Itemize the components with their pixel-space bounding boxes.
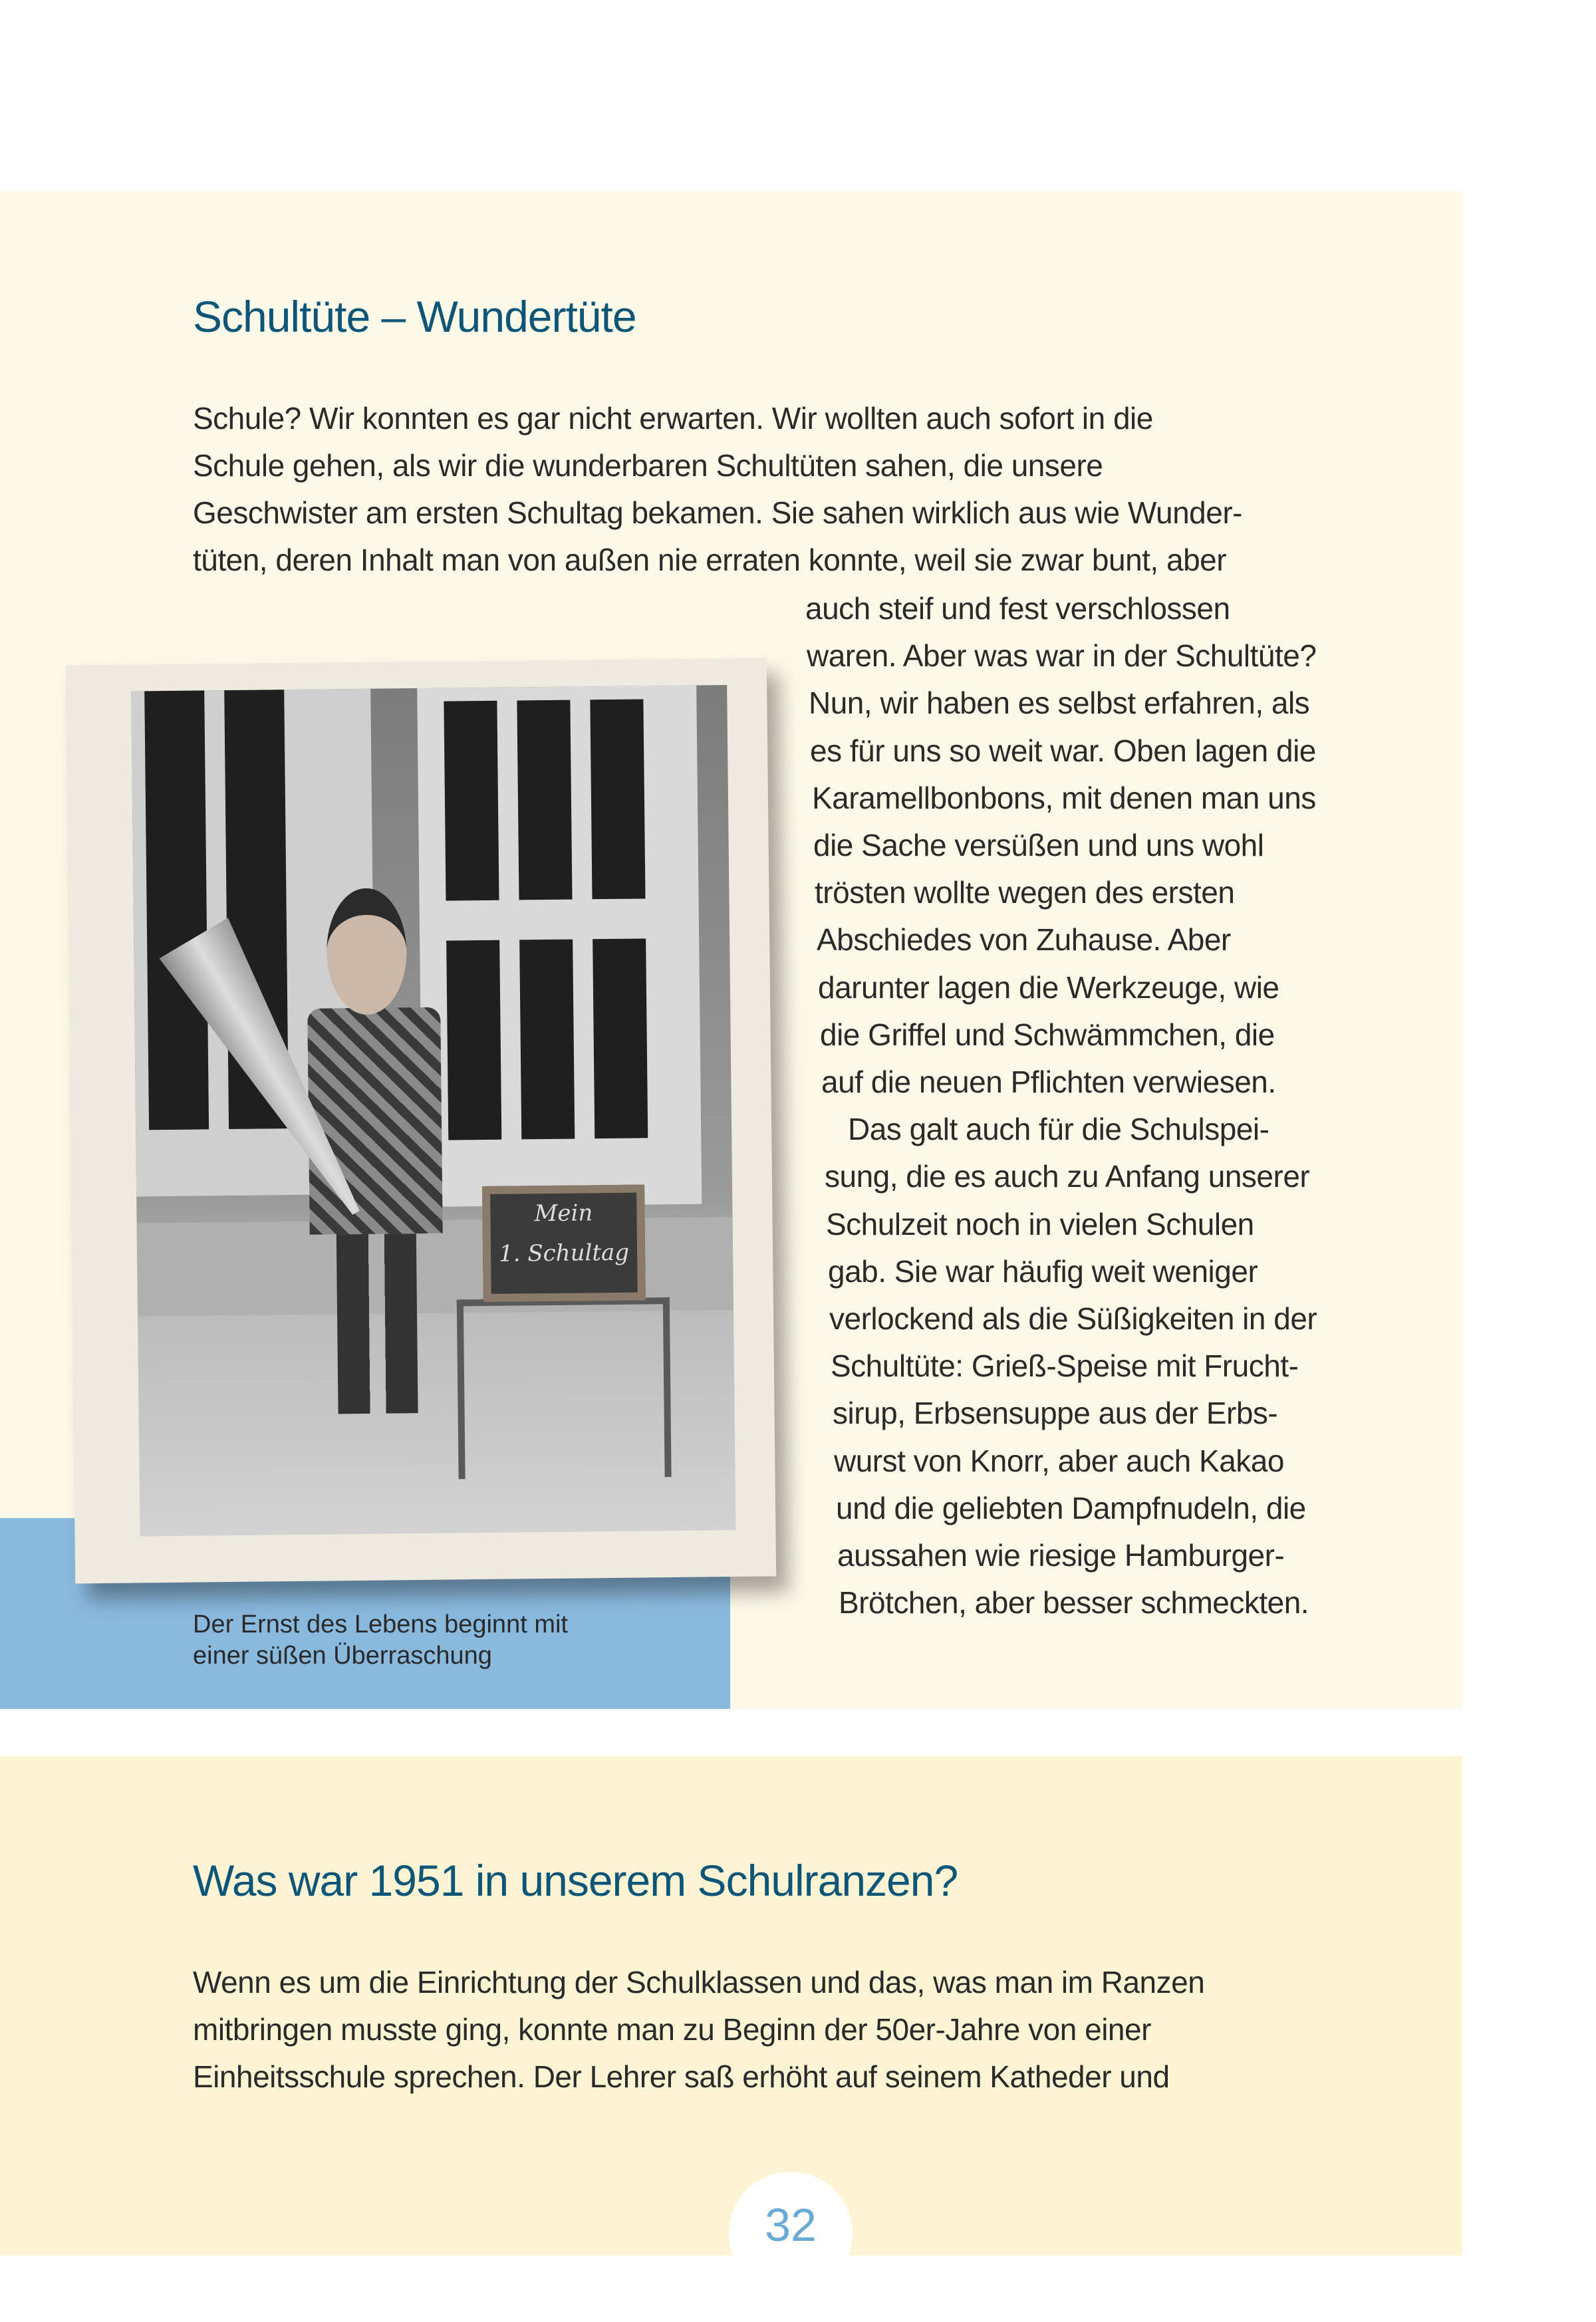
body-line: gab. Sie war häufig weit weniger — [828, 1253, 1258, 1289]
body-line: aussahen wie riesige Hamburger- — [837, 1538, 1285, 1573]
body-line: Abschiedes von Zuhause. Aber — [817, 922, 1231, 958]
page-number: 32 — [729, 2172, 853, 2295]
body-line: Schultüte: Grieß-Speise mit Frucht- — [831, 1349, 1299, 1384]
body-line: verlockend als die Süßigkeiten in der — [829, 1301, 1317, 1336]
body-line: Einheitsschule sprechen. Der Lehrer saß erhöht auf seinem Katheder und — [193, 2059, 1170, 2094]
section-heading-2: Was war 1951 in unserem Schulranzen? — [193, 1856, 958, 1905]
girl-head — [326, 888, 407, 1015]
photo-image — [131, 685, 735, 1536]
body-line: Schulzeit noch in vielen Schulen — [826, 1206, 1254, 1241]
slate-text: 1. Schultag — [498, 1239, 630, 1267]
body-line: und die geliebten Dampfnudeln, die — [836, 1490, 1306, 1525]
vintage-photo — [66, 658, 776, 1584]
body-line: die Sache versüßen und uns wohl — [813, 828, 1264, 862]
body-line: sung, die es auch zu Anfang unserer — [825, 1159, 1310, 1194]
caption-line: Der Ernst des Lebens beginnt mit — [193, 1611, 568, 1638]
body-line: Schule? Wir konnten es gar nicht erwarten. Wir wollten auch sofort in die — [193, 401, 1153, 436]
slate-text: Mein — [534, 1200, 593, 1227]
body-line: die Griffel und Schwämmchen, die — [820, 1017, 1275, 1052]
girl-legs — [336, 1233, 418, 1414]
body-line: es für uns so weit war. Oben lagen die — [810, 733, 1316, 768]
body-line: Schule gehen, als wir die wunderbaren Schultüten sahen, die unsere — [193, 448, 1103, 483]
body-line: sirup, Erbsensuppe aus der Erbs- — [833, 1396, 1278, 1431]
girl-dress — [307, 1007, 443, 1235]
body-line: Karamellbonbons, mit denen man uns — [812, 780, 1316, 815]
body-line: Geschwister am ersten Schultag bekamen. Sie sahen wirklich aus wie Wunder- — [193, 495, 1242, 530]
photo-caption — [193, 1609, 568, 1672]
body-line: Nun, wir haben es selbst erfahren, als — [809, 686, 1310, 721]
body-line: Brötchen, aber besser schmeckten. — [839, 1585, 1309, 1620]
caption-line: einer süßen Überraschung — [193, 1642, 492, 1670]
body-line: darunter lagen die Werkzeuge, wie — [818, 969, 1279, 1005]
body-line: trösten wollte wegen des ersten — [815, 875, 1235, 910]
door — [417, 686, 702, 1207]
section-heading: Schultüte – Wundertüte — [193, 292, 636, 341]
body-line: wurst von Knorr, aber auch Kakao — [834, 1443, 1284, 1478]
body-line: Das galt auch für die Schulspei- — [848, 1112, 1269, 1147]
window-pane — [144, 690, 209, 1130]
slate — [482, 1184, 646, 1302]
chair — [457, 1297, 672, 1479]
body-line: Wenn es um die Einrichtung der Schulklassen und das, was man im Ranzen — [193, 1965, 1205, 2000]
body-line: waren. Aber was war in der Schultüte? — [807, 638, 1317, 674]
body-line: auch steif und fest verschlossen — [805, 591, 1230, 626]
body-line: mitbringen musste ging, konnte man zu Beginn der 50er-Jahre von einer — [193, 2012, 1151, 2047]
body-line: auf die neuen Pflichten verwiesen. — [821, 1065, 1276, 1099]
body-line: tüten, deren Inhalt man von außen nie erraten konnte, weil sie zwar bunt, aber — [193, 543, 1227, 577]
